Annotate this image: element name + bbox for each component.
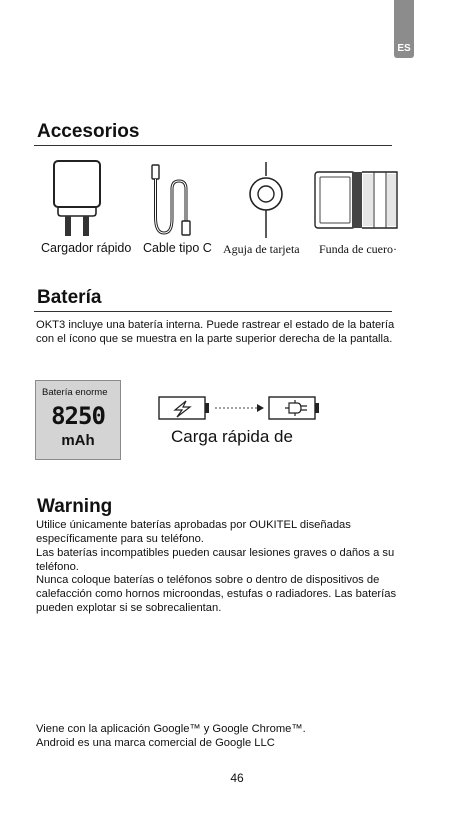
battery-divider [34, 311, 392, 312]
warning-title: Warning [37, 496, 113, 517]
accessory-label-sim-pin: Aguja de tarjeta [223, 242, 300, 256]
charger-icon [48, 158, 106, 240]
charge-label: Carga rápida de [171, 427, 293, 446]
language-tab-label: ES [397, 43, 411, 54]
fast-charge-diagram [157, 393, 325, 425]
leather-case-icon [311, 168, 401, 232]
battery-description: OKT3 incluye una batería interna. Puede rastrear el estado de la batería con el ícono que se muestra en la parte superior derecha de la pantalla. [36, 319, 395, 345]
badge-unit: mAh [61, 432, 95, 449]
accessories-divider [34, 145, 392, 146]
battery-capacity-badge [35, 380, 121, 460]
warning-line-2: Las baterías incompatibles pueden causar lesiones graves o daños a su teléfono. [36, 547, 395, 573]
warning-line-3: Nunca coloque baterías o teléfonos sobre o dentro de dispositivos de calefacción como hornos microondas, estufas o radiadores. Las baterías pueden explotar si se sobrecalientan. [36, 574, 397, 614]
battery-title: Batería [37, 287, 102, 308]
badge-capacity: 8250 [51, 402, 105, 430]
warning-line-1: Utilice únicamente baterías aprobadas por OUKITEL diseñadas específicamente para su teléfono. [36, 519, 351, 545]
accessory-label-cable: Cable tipo C [143, 241, 212, 255]
page-number: 46 [230, 771, 244, 785]
accessory-label-charger: Cargador rápido [41, 241, 132, 255]
badge-title: Batería enorme [42, 387, 108, 398]
battery-bolt-icon [159, 397, 209, 419]
accessory-label-case: Funda de cuero· [319, 242, 397, 256]
sim-pin-icon [244, 160, 288, 240]
footer-note [36, 722, 306, 750]
usb-c-cable-icon [149, 163, 193, 239]
battery-plug-icon [269, 397, 319, 419]
footer-line-1: Viene con la aplicación Google™ y Google Chrome™. [36, 723, 306, 735]
accessories-title: Accesorios [37, 121, 140, 142]
language-tab [394, 0, 414, 58]
footer-line-2: Android es una marca comercial de Google LLC [36, 737, 275, 749]
